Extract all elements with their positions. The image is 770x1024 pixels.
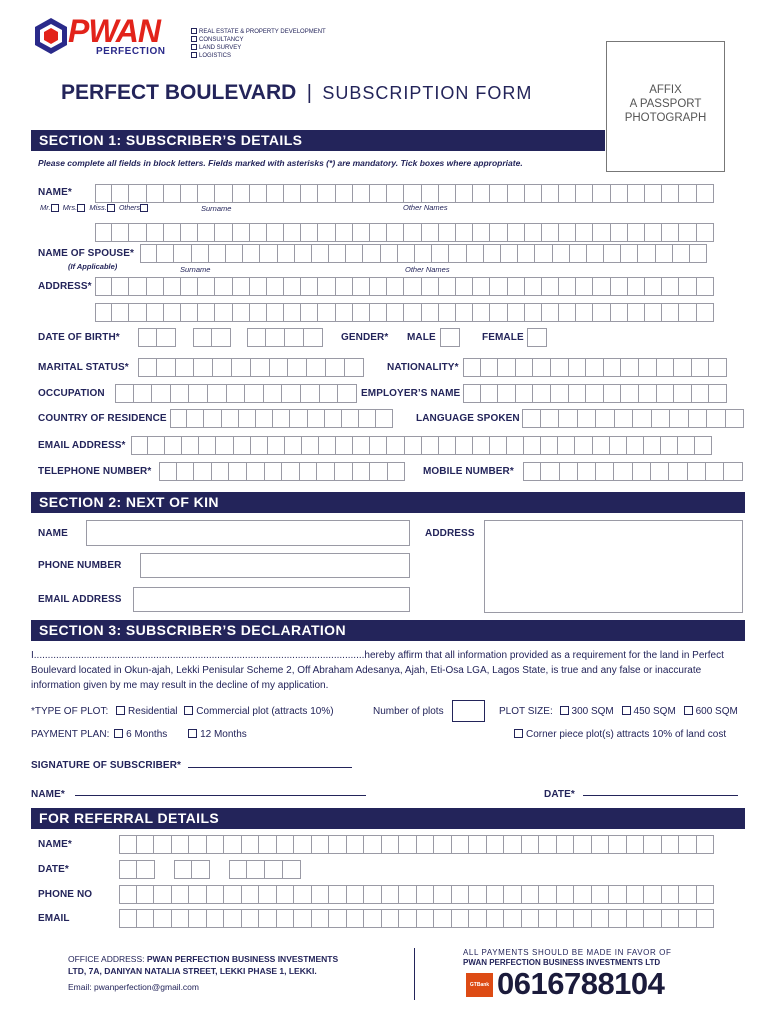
mobile-label: MOBILE NUMBER*: [423, 466, 514, 477]
if-applicable: (If Applicable): [68, 262, 118, 271]
gender-label: GENDER*: [341, 332, 389, 343]
female-box[interactable]: [527, 328, 547, 347]
nationality-label: NATIONALITY*: [387, 362, 459, 373]
corner-piece-row: Corner piece plot(s) attracts 10% of land cost: [514, 729, 726, 740]
service-item: LOGISTICS: [199, 53, 232, 59]
declaration-line2: Boulevard located in Okun-ajah, Lekki Penisular Scheme 2, Off Abraham Adesanya, Ajah, Eti-Osa LGA, Lagos State, is true and any false or inaccurate: [31, 665, 702, 676]
marital-cells[interactable]: [138, 358, 364, 377]
section2-heading: SECTION 2: NEXT OF KIN: [31, 492, 745, 513]
email-cells[interactable]: [131, 436, 712, 455]
plot-size-row: PLOT SIZE: 300 SQM 450 SQM 600 SQM: [499, 706, 738, 717]
brand-name: PWAN: [68, 13, 160, 49]
mr-checkbox[interactable]: [51, 204, 59, 212]
ref-date-month[interactable]: [174, 860, 210, 879]
occupation-cells[interactable]: [115, 384, 357, 403]
payment-notice: ALL PAYMENTS SHOULD BE MADE IN FAVOR OF PWAN PERFECTION BUSINESS INVESTMENTS LTD: [463, 948, 672, 967]
dob-year-cells[interactable]: [247, 328, 323, 347]
signature-line[interactable]: [188, 767, 352, 768]
miss-checkbox[interactable]: [107, 204, 115, 212]
employer-cells[interactable]: [463, 384, 727, 403]
section1-heading: SECTION 1: SUBSCRIBER’S DETAILS: [31, 130, 605, 151]
service-item: REAL ESTATE & PROPERTY DEVELOPMENT: [199, 29, 326, 35]
ref-email-label: EMAIL: [38, 913, 70, 924]
kin-address-field[interactable]: [484, 520, 743, 613]
others-checkbox[interactable]: [140, 204, 148, 212]
footer-divider: [414, 948, 415, 1000]
ref-name-label: NAME*: [38, 839, 72, 850]
pwan-logo-icon: [33, 17, 69, 55]
email-label: EMAIL ADDRESS*: [38, 440, 126, 451]
employer-label: EMPLOYER’S NAME: [361, 388, 461, 399]
address-label: ADDRESS*: [38, 281, 92, 292]
kin-phone-field[interactable]: [140, 553, 410, 578]
telephone-cells[interactable]: [159, 462, 405, 481]
telephone-label: TELEPHONE NUMBER*: [38, 466, 152, 477]
number-of-plots-field[interactable]: [452, 700, 485, 722]
language-label: LANGUAGE SPOKEN: [416, 413, 520, 424]
spouse-cells[interactable]: [140, 244, 707, 263]
corner-piece-checkbox[interactable]: [514, 729, 523, 738]
size-450-checkbox[interactable]: [622, 706, 631, 715]
name-label: NAME*: [38, 187, 72, 198]
ref-email-cells[interactable]: [119, 909, 714, 928]
office-address: OFFICE ADDRESS: PWAN PERFECTION BUSINESS INVESTMENTS LTD, 7A, DANIYAN NATALIA STREET, LEKKI PHASE 1, LEKKI. Email: pwanperfection@gmail.com: [68, 954, 339, 992]
address-cells-row1[interactable]: [95, 277, 714, 296]
service-item: CONSULTANCY: [199, 37, 244, 43]
decl-date-line[interactable]: [583, 795, 738, 796]
declaration-line3: information given by me may result in the decline of my application.: [31, 680, 329, 691]
residential-checkbox[interactable]: [116, 706, 125, 715]
plot-type-row: *TYPE OF PLOT: Residential Commercial plot (attracts 10%): [31, 706, 334, 717]
spouse-label: NAME OF SPOUSE*: [38, 248, 134, 259]
country-cells[interactable]: [170, 409, 393, 428]
gtbank-logo-icon: GTBank: [466, 973, 493, 997]
dob-label: DATE OF BIRTH*: [38, 332, 120, 343]
services-list: [191, 28, 326, 60]
dob-day-cells[interactable]: [138, 328, 176, 347]
kin-address-label: ADDRESS: [425, 528, 475, 539]
dob-month-cells[interactable]: [193, 328, 231, 347]
male-box[interactable]: [440, 328, 460, 347]
kin-name-field[interactable]: [86, 520, 410, 546]
nationality-cells[interactable]: [463, 358, 727, 377]
kin-name-label: NAME: [38, 528, 68, 539]
spouse-other-names-caption: Other Names: [405, 265, 450, 274]
title-options: Mr. Mrs. Miss. Others: [40, 203, 150, 212]
office-email: Email: pwanperfection@gmail.com: [68, 982, 199, 992]
commercial-checkbox[interactable]: [184, 706, 193, 715]
address-cells-row2[interactable]: [95, 303, 714, 322]
name-cells-row2[interactable]: [95, 223, 714, 242]
decl-name-line[interactable]: [75, 795, 366, 796]
passport-photo-box: AFFIX A PASSPORT PHOTOGRAPH: [606, 41, 725, 172]
mobile-cells[interactable]: [523, 462, 743, 481]
page-title: PERFECT BOULEVARD | SUBSCRIPTION FORM: [61, 81, 533, 104]
signature-label: SIGNATURE OF SUBSCRIBER*: [31, 760, 182, 771]
mrs-checkbox[interactable]: [77, 204, 85, 212]
marital-label: MARITAL STATUS*: [38, 362, 129, 373]
payment-plan-row: PAYMENT PLAN: 6 Months 12 Months: [31, 729, 247, 740]
ref-date-year[interactable]: [229, 860, 301, 879]
size-300-checkbox[interactable]: [560, 706, 569, 715]
language-cells[interactable]: [522, 409, 744, 428]
instructions: Please complete all fields in block letters. Fields marked with asterisks (*) are mandatory. Tick boxes where appropriate.: [38, 158, 523, 168]
ref-name-cells[interactable]: [119, 835, 714, 854]
kin-email-label: EMAIL ADDRESS: [38, 594, 122, 605]
country-label: COUNTRY OF RESIDENCE: [38, 413, 167, 424]
ref-date-label: DATE*: [38, 864, 69, 875]
other-names-caption: Other Names: [403, 203, 448, 212]
decl-date-label: DATE*: [544, 789, 575, 800]
service-item: LAND SURVEY: [199, 45, 242, 51]
ref-date-day[interactable]: [119, 860, 155, 879]
female-label: FEMALE: [482, 332, 524, 343]
occupation-label: OCCUPATION: [38, 388, 105, 399]
kin-phone-label: PHONE NUMBER: [38, 560, 122, 571]
decl-name-label: NAME*: [31, 789, 65, 800]
male-label: MALE: [407, 332, 436, 343]
name-cells[interactable]: [95, 184, 714, 203]
account-number: 0616788104: [497, 966, 665, 1001]
section3-heading: SECTION 3: SUBSCRIBER’S DECLARATION: [31, 620, 745, 641]
brand-sub: PERFECTION: [96, 46, 166, 57]
twelve-months-checkbox[interactable]: [188, 729, 197, 738]
surname-caption: Surname: [201, 204, 232, 213]
referral-heading: FOR REFERRAL DETAILS: [31, 808, 745, 829]
number-of-plots-label: Number of plots: [373, 706, 444, 717]
size-600-checkbox[interactable]: [684, 706, 693, 715]
spouse-surname-caption: Surname: [180, 265, 211, 274]
declaration-line1: I.......................................................................................................................hereby affirm that all information provided as a requirement for the land in Perfect: [31, 650, 724, 661]
kin-email-field[interactable]: [133, 587, 410, 612]
ref-phone-label: PHONE NO: [38, 889, 93, 900]
ref-phone-cells[interactable]: [119, 885, 714, 904]
six-months-checkbox[interactable]: [114, 729, 123, 738]
